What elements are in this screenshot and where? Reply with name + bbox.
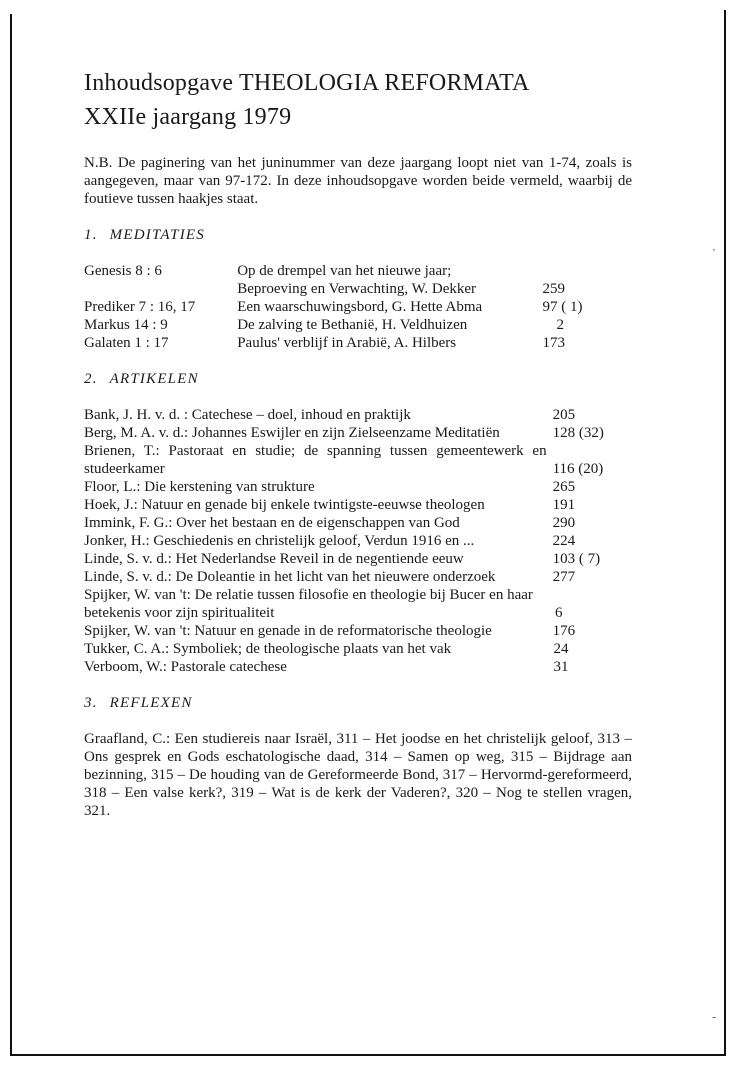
artikel-entry	[84, 514, 632, 532]
meditatie-title: Beproeving en Verwachting, W. Dekker	[237, 281, 477, 297]
scan-edge-left	[10, 14, 12, 1054]
scripture-reference	[84, 280, 237, 298]
artikel-text: Immink, F. G.: Over het bestaan en de eigenschappen van God	[84, 515, 460, 531]
artikel-text: Floor, L.: Die kerstening van strukture	[84, 479, 315, 495]
section-title: REFLEXEN	[109, 695, 193, 711]
page-number: 259	[542, 281, 565, 297]
section-title: MEDITATIES	[109, 227, 205, 243]
artikel-text: Tukker, C. A.: Symboliek; de theologische plaats van het vak	[84, 641, 452, 657]
meditatie-title: Paulus' verblijf in Arabië, A. Hilbers	[237, 335, 457, 351]
section-heading-artikelen	[84, 370, 632, 388]
artikel-text: Jonker, H.: Geschiedenis en christelijk geloof, Verdun 1916 en ...	[84, 533, 475, 549]
meditatie-row	[84, 262, 632, 280]
page-number: 6	[554, 605, 563, 621]
artikel-entry	[84, 442, 632, 478]
page-number	[542, 262, 632, 280]
meditaties-table	[84, 262, 632, 352]
artikel-text: Linde, S. v. d.: Het Nederlandse Reveil in de negentiende eeuw	[84, 551, 464, 567]
artikel-text: Spijker, W. van 't: Natuur en genade in de reformatorische theologie	[84, 623, 492, 639]
page-number: 103 ( 7)	[552, 551, 601, 567]
page-number: 173	[542, 335, 565, 351]
page-number: 277	[552, 569, 576, 585]
meditatie-row	[84, 334, 632, 352]
section-heading-reflexen	[84, 694, 632, 712]
section-number: 1.	[84, 227, 98, 243]
artikel-text: Spijker, W. van 't: De relatie tussen filosofie en theologie bij Bucer en haar betekenis voor zijn spiritualiteit	[84, 587, 533, 621]
artikel-entry	[84, 658, 632, 676]
artikel-text: Linde, S. v. d.: De Doleantie in het licht van het nieuwere onderzoek	[84, 569, 496, 585]
page-number: 97 ( 1)	[542, 299, 583, 315]
scripture-reference: Markus 14 : 9	[84, 317, 168, 333]
scripture-reference: Genesis 8 : 6	[84, 263, 162, 279]
meditatie-title: Een waarschuwingsbord, G. Hette Abma	[237, 299, 483, 315]
document-page	[84, 66, 632, 820]
artikel-text: Verboom, W.: Pastorale catechese	[84, 659, 287, 675]
scan-speck: ·	[712, 243, 716, 257]
page-number: 205	[552, 407, 576, 423]
artikel-entry	[84, 532, 632, 550]
artikel-entry	[84, 550, 632, 568]
artikel-entry	[84, 424, 632, 442]
artikel-text: Hoek, J.: Natuur en genade bij enkele twintigste-eeuwse theologen	[84, 497, 485, 513]
meditatie-title: Op de drempel van het nieuwe jaar;	[237, 263, 452, 279]
title-line-1: Inhoudsopgave THEOLOGIA REFORMATA	[84, 70, 530, 96]
artikel-entry	[84, 568, 632, 586]
page-number: 265	[552, 479, 576, 495]
page-number: 191	[552, 497, 576, 513]
artikel-text: Berg, M. A. v. d.: Johannes Eswijler en zijn Zielseenzame Meditatiën	[84, 425, 500, 441]
pagination-note: N.B. De paginering van het juninummer van deze jaargang loopt niet van 1-74, zoals is aangegeven, maar van 97-172. In deze inhoudsopgave worden beide vermeld, waarbij de foutieve tussen haakjes staat.	[84, 155, 632, 207]
page-number: 2	[556, 317, 564, 333]
artikel-entry	[84, 622, 632, 640]
reflexen-text: Graafland, C.: Een studiereis naar Israël, 311 – Het joodse en het christelijk geloof, 313 – Ons gesprek en Gods eschatologische daad, 314 – Samen op weg, 315 – Bijdrage aan bezinning, 315 – De houding van de Gereformeerde Bond, 317 – Hervormd-gereformeerd, 318 – Een valse kerk?, 319 – Wat is de kerk der Vaderen?, 320 – Nog te stellen vragen, 321.	[84, 731, 632, 819]
section-number: 2.	[84, 371, 98, 387]
page-number: 24	[553, 641, 569, 657]
meditatie-row	[84, 316, 632, 334]
artikel-text: Bank, J. H. v. d. : Catechese – doel, inhoud en praktijk	[84, 407, 411, 423]
artikel-entry	[84, 496, 632, 514]
meditatie-title: De zalving te Bethanië, H. Veldhuizen	[237, 317, 468, 333]
page-number: 116 (20)	[552, 461, 604, 477]
section-number: 3.	[84, 695, 98, 711]
artikel-entry	[84, 478, 632, 496]
page-number: 290	[552, 515, 576, 531]
page-title	[84, 66, 632, 134]
scan-edge-bottom	[10, 1054, 726, 1056]
title-line-2: XXIIe jaargang 1979	[84, 104, 292, 130]
scan-edge-right	[724, 10, 726, 1055]
page-number: 128 (32)	[552, 425, 604, 441]
page-number: 224	[552, 533, 576, 549]
page-number: 176	[552, 623, 576, 639]
artikelen-list	[84, 406, 632, 676]
artikel-entry	[84, 586, 632, 622]
section-title: ARTIKELEN	[109, 371, 199, 387]
scan-speck: -	[712, 1010, 717, 1024]
meditatie-row	[84, 298, 632, 316]
meditatie-row	[84, 280, 632, 298]
artikel-entry	[84, 640, 632, 658]
scripture-reference: Galaten 1 : 17	[84, 335, 169, 351]
artikel-entry	[84, 406, 632, 424]
scripture-reference: Prediker 7 : 16, 17	[84, 299, 196, 315]
section-heading-meditaties	[84, 226, 632, 244]
artikel-text: Brienen, T.: Pastoraat en studie; de spanning tussen gemeentewerk en studeerkamer	[84, 443, 547, 477]
page-number: 31	[553, 659, 569, 675]
